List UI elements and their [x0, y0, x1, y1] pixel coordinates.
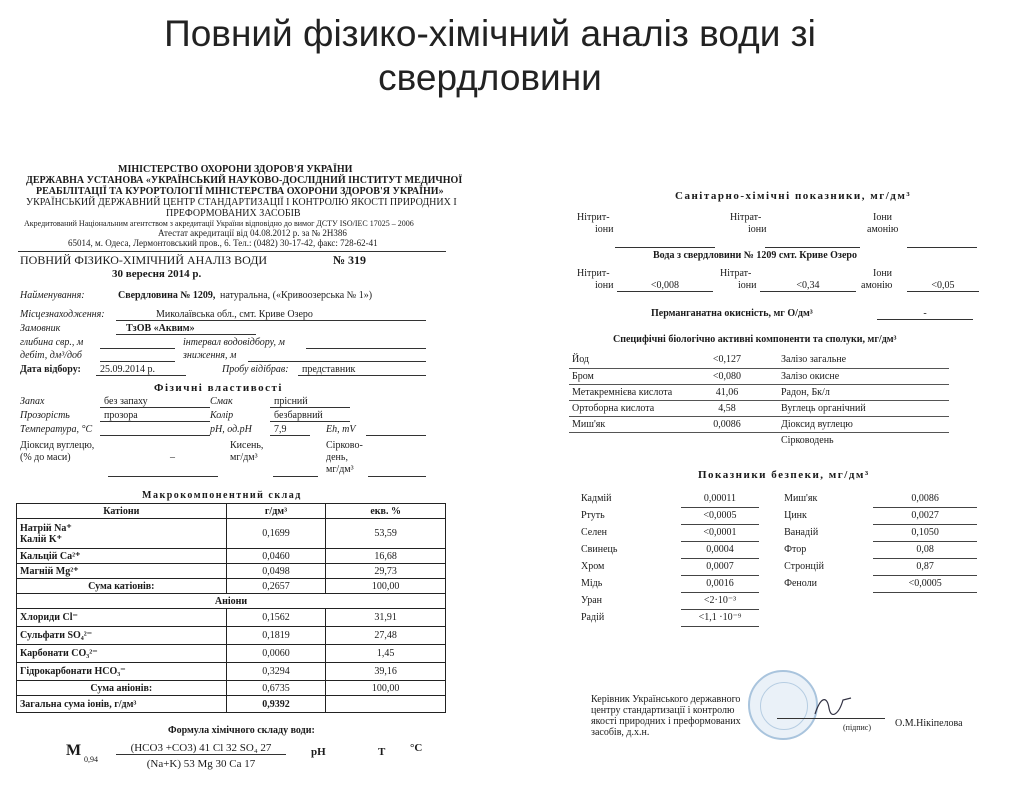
signature-caption: (підпис) [843, 723, 872, 732]
specific-components-table [569, 352, 949, 448]
sanitary-title: Санітарно-хімічні показники, мг/дм³ [675, 190, 912, 202]
anion-name: Сульфати SO₄²⁻ [17, 627, 227, 645]
sample-date-value: 25.09.2014 р. [96, 364, 186, 376]
drop-label: зниження, м [183, 350, 237, 361]
anion-eq: 27,48 [326, 627, 446, 645]
h2s-label-2: день, [326, 452, 348, 463]
table-row [569, 432, 949, 448]
table-row [17, 681, 446, 696]
spacer [759, 541, 780, 558]
component-value: 0,0086 [687, 416, 767, 432]
anion-sum-label: Сума аніонів: [17, 681, 227, 696]
total-ions-label: Загальна сума іонів, г/дм³ [17, 696, 227, 713]
interval-label: інтервал водовідбору, м [183, 337, 285, 348]
signature-line [777, 718, 885, 719]
name-extra: натуральна, («Кривоозерська № 1») [220, 290, 373, 301]
ammonium-label-1: Іони [873, 212, 893, 223]
spacer [780, 609, 873, 626]
formula-ph: pH [311, 746, 326, 758]
cation-eq: 29,73 [326, 564, 446, 579]
document-title: ПОВНИЙ ФІЗИКО-ХІМІЧНИЙ АНАЛІЗ ВОДИ [20, 253, 268, 267]
anion-eq: 1,45 [326, 645, 446, 663]
temperature-label: Температура, °C [20, 424, 93, 435]
spacer [759, 524, 780, 541]
safety-value-b: 0,1050 [873, 524, 977, 541]
analysis-document-page-2 [555, 172, 985, 804]
name-label: Найменування: [20, 290, 85, 301]
nitrate-label-2: іони [748, 224, 767, 235]
smell-value: без запаху [100, 396, 210, 408]
nitrate-value: <0,34 [760, 280, 856, 292]
component-name: Бром [569, 368, 687, 384]
safety-value: 0,00011 [681, 490, 760, 507]
component-name-b: Радон, Бк/л [767, 384, 949, 400]
certificate-line: Атестат акредитації від 04.08.2012 р. за № 2Н386 [158, 228, 347, 238]
spacer [873, 609, 977, 626]
cation-g: 0,0498 [226, 564, 326, 579]
signature-org-line-2: центру стандартизації і контролю [591, 705, 735, 716]
document-date: 30 вересня 2014 р. [112, 268, 202, 280]
component-name-b: Діоксид вуглецю [767, 416, 949, 432]
safety-value-b: <0,0005 [873, 575, 977, 592]
sampler-label: Пробу відібрав: [222, 364, 289, 375]
spacer [759, 592, 780, 609]
anion-name: Карбонати CO₃²⁻ [17, 645, 227, 663]
page-title [0, 12, 980, 100]
table-row [569, 384, 949, 400]
nitrite-label-1b: Нітрит- [577, 268, 610, 279]
sampler-value: представник [298, 364, 426, 376]
safety-name-b: Феноли [784, 578, 817, 589]
interval-value-line [306, 348, 426, 349]
signer-name: О.М.Нікіпелова [895, 718, 963, 729]
ammonium-blank-line [907, 247, 977, 248]
co2-value-line [108, 476, 218, 477]
component-name: Ортоборна кислота [569, 400, 687, 416]
table-row [569, 368, 949, 384]
customer-label: Замовник [20, 323, 61, 334]
ph-value: 7,9 [270, 424, 310, 436]
debit-label: дебіт, дм³/доб [20, 350, 82, 361]
institute-line-2: РЕАБІЛІТАЦІЇ ТА КУРОРТОЛОГІЇ МІНІСТЕРСТВА ОХОРОНИ ЗДОРОВ'Я УКРАЇНИ» [36, 186, 444, 197]
taste-label: Смак [210, 396, 233, 407]
total-ions-g: 0,9392 [226, 696, 326, 713]
document-number: № 319 [333, 253, 367, 267]
cation-g: 0,1699 [226, 519, 326, 549]
safety-value-b: 0,0086 [873, 490, 977, 507]
institute-line-1: ДЕРЖАВНА УСТАНОВА «УКРАЇНСЬКИЙ НАУКОВО-ДОСЛІДНИЙ ІНСТИТУТ МЕДИЧНОЇ [26, 175, 463, 186]
spacer [780, 592, 873, 609]
depth-value-line [100, 348, 175, 349]
component-name [569, 432, 687, 448]
safety-name: Кадмій [581, 493, 612, 504]
cation-name: Натрій Na⁺ Калій K⁺ [17, 519, 227, 549]
anion-name: Гідрокарбонати HCO₃⁻ [17, 663, 227, 681]
cation-sum-label: Сума катіонів: [17, 579, 227, 594]
component-name-b: Вуглець органічний [767, 400, 949, 416]
clarity-value: прозора [100, 410, 210, 422]
anion-g: 0,0060 [226, 645, 326, 663]
signature-org-line-1: Керівник Українського державного [591, 694, 741, 705]
nitrate-label-2b: іони [738, 280, 757, 291]
anion-g: 0,1819 [226, 627, 326, 645]
anion-eq: 39,16 [326, 663, 446, 681]
location-label: Місцезнаходження: [20, 309, 105, 320]
signature-mark [813, 694, 853, 718]
cation-name: Кальцій Ca²⁺ [17, 549, 227, 564]
depth-label: глибина свр., м [20, 337, 84, 348]
table-header-row [17, 504, 446, 519]
analysis-document-page-1 [8, 152, 463, 804]
oxygen-label-1: Кисень, [230, 440, 264, 451]
co2-value: – [170, 452, 175, 463]
table-row [569, 352, 949, 368]
address-line: 65014, м. Одеса, Лермонтовський пров., 6. Тел.: (0482) 30-17-42, факс: 728-62-41 [68, 238, 378, 248]
taste-value: прісний [270, 396, 350, 408]
table-row [569, 400, 949, 416]
specific-components-title: Специфічні біологічно активні компоненти та сполуки, мг/дм³ [613, 334, 897, 345]
permanganate-label: Перманганатна окисність, мг O/дм³ [651, 308, 813, 319]
ammonium-value: <0,05 [907, 280, 979, 292]
cation-eq: 53,59 [326, 519, 446, 549]
safety-value: <2·10⁻³ [681, 592, 760, 609]
safety-value: 0,0016 [681, 575, 760, 592]
nitrite-label-2: іони [595, 224, 614, 235]
table-row [17, 627, 446, 645]
safety-value: 0,0004 [681, 541, 760, 558]
eh-value-line [366, 435, 426, 436]
macro-composition-title: Макрокомпонентний склад [142, 490, 302, 501]
table-row [577, 507, 977, 524]
ministry-line: МІНІСТЕРСТВО ОХОРОНИ ЗДОРОВ'Я УКРАЇНИ [118, 164, 353, 175]
component-value: <0,127 [687, 352, 767, 368]
component-value: <0,080 [687, 368, 767, 384]
spacer [759, 575, 780, 592]
drop-value-line [248, 361, 426, 362]
safety-value: <0,0001 [681, 524, 760, 541]
table-row [17, 519, 446, 549]
table-row [569, 416, 949, 432]
formula-m: M [66, 742, 82, 759]
table-row [577, 592, 977, 609]
safety-name: Ртуть [581, 510, 605, 521]
anion-sum-eq: 100,00 [326, 681, 446, 696]
page-title-line-2: свердловини [378, 57, 602, 98]
nitrate-blank-line [765, 247, 860, 248]
physical-properties-title: Фізичні властивості [154, 382, 283, 394]
cation-sum-g: 0,2657 [226, 579, 326, 594]
spacer [759, 558, 780, 575]
co2-label-2: (% до маси) [20, 452, 71, 463]
cation-name: Магній Mg²⁺ [17, 564, 227, 579]
table-row [17, 564, 446, 579]
cation-g: 0,0460 [226, 549, 326, 564]
oxygen-value-line [273, 476, 318, 477]
spacer [759, 507, 780, 524]
table-row [577, 490, 977, 507]
header-eq-percent: екв. % [326, 504, 446, 519]
total-ions-empty [326, 696, 446, 713]
safety-name: Уран [581, 595, 602, 606]
customer-value: ТзОВ «Аквим» [116, 323, 256, 335]
safety-value-b: 0,0027 [873, 507, 977, 524]
location-value: Миколаївська обл., смт. Криве Озеро [116, 309, 426, 321]
ammonium-label-2: амонію [867, 224, 899, 235]
signature-org-line-3: якості природних і преформованих [591, 716, 741, 727]
component-name: Миш'як [569, 416, 687, 432]
safety-name-b: Ванадій [784, 527, 819, 538]
smell-label: Запах [20, 396, 45, 407]
table-row [17, 549, 446, 564]
well-title: Вода з свердловини № 1209 смт. Криве Озеро [653, 250, 857, 261]
formula-degc: °C [410, 742, 423, 754]
table-row [577, 609, 977, 626]
macro-composition-table [16, 503, 446, 713]
anion-header-row [17, 594, 446, 609]
component-name: Метакремнієва кислота [569, 384, 687, 400]
oxygen-label-2: мг/дм³ [230, 452, 258, 463]
nitrate-label-1: Нітрат- [730, 212, 762, 223]
nitrite-value: <0,008 [617, 280, 713, 292]
anion-name: Хлориди Cl⁻ [17, 609, 227, 627]
safety-value-b: 0,08 [873, 541, 977, 558]
anion-g: 0,1562 [226, 609, 326, 627]
table-row [577, 541, 977, 558]
safety-value: <0,0005 [681, 507, 760, 524]
sample-date-label: Дата відбору: [20, 364, 81, 375]
table-row [17, 645, 446, 663]
center-line-2: ПРЕФОРМОВАНИХ ЗАСОБІВ [166, 208, 301, 219]
table-row [577, 558, 977, 575]
clarity-label: Прозорість [20, 410, 70, 421]
cation-eq: 16,68 [326, 549, 446, 564]
signature-org-line-4: засобів, д.х.н. [591, 727, 650, 738]
table-row [577, 575, 977, 592]
formula-numerator: (HCO3 +CO3) 41 Cl 32 SO₄ 27 [116, 742, 286, 755]
eh-label: Eh, mV [326, 424, 356, 435]
header-g-dm3: г/дм³ [226, 504, 326, 519]
safety-title: Показники безпеки, мг/дм³ [698, 469, 870, 481]
page-title-line-1: Повний фізико-хімічний аналіз води зі [164, 13, 816, 54]
debit-value-line [100, 361, 175, 362]
formula-t: T [378, 746, 386, 758]
name-value: Свердловина № 1209, [118, 290, 216, 301]
component-name: Йод [569, 352, 687, 368]
safety-name: Мідь [581, 578, 603, 589]
ph-label: pH, од.pH [210, 424, 252, 435]
spacer [759, 490, 780, 507]
nitrite-label-2b: іони [595, 280, 614, 291]
center-line-1: УКРАЇНСЬКИЙ ДЕРЖАВНИЙ ЦЕНТР СТАНДАРТИЗАЦІЇ І КОНТРОЛЮ ЯКОСТІ ПРИРОДНИХ І [26, 197, 457, 208]
table-row [577, 524, 977, 541]
table-row [17, 696, 446, 713]
safety-name: Селен [581, 527, 608, 538]
safety-name: Хром [581, 561, 605, 572]
component-name-b: Залізо окисне [767, 368, 949, 384]
color-value: безбарвний [270, 410, 350, 422]
official-stamp [748, 670, 818, 740]
ammonium-label-2b: амонію [861, 280, 893, 291]
h2s-label-1: Сірково- [326, 440, 363, 451]
cation-sum-eq: 100,00 [326, 579, 446, 594]
permanganate-value: - [877, 308, 973, 320]
anion-sum-g: 0,6735 [226, 681, 326, 696]
formula-denominator: (Na+K) 53 Mg 30 Ca 17 [146, 758, 256, 770]
safety-value: 0,0007 [681, 558, 760, 575]
safety-value: <1,1 ·10⁻⁹ [681, 609, 760, 626]
accreditation-line: Акредитований Національним агентством з акредитації України відповідно до вимог ДСТУ ISO/IEC 17025 – 2006 [24, 219, 414, 228]
color-label: Колір [210, 410, 234, 421]
anion-eq: 31,91 [326, 609, 446, 627]
temperature-value-line [100, 435, 210, 436]
h2s-label-3: мг/дм³ [326, 464, 354, 475]
component-name-b: Сірководень [781, 434, 834, 446]
formula-m-subscript: 0,94 [84, 755, 98, 764]
safety-name-b: Фтор [784, 544, 807, 555]
component-value: 41,06 [687, 384, 767, 400]
safety-value-b: 0,87 [873, 558, 977, 575]
table-row [17, 609, 446, 627]
ammonium-label-1b: Іони [873, 268, 893, 279]
formula-title: Формула хімічного складу води: [168, 725, 315, 736]
safety-name-b: Миш'як [784, 493, 818, 504]
component-value: 4,58 [687, 400, 767, 416]
co2-label-1: Діоксид вуглецю, [20, 440, 95, 451]
header-cations: Катіони [17, 504, 227, 519]
header-divider [18, 251, 446, 252]
component-name-b: Залізо загальне [767, 352, 949, 368]
anion-g: 0,3294 [226, 663, 326, 681]
nitrite-blank-line [615, 247, 715, 248]
spacer [873, 592, 977, 609]
table-row [17, 663, 446, 681]
safety-name: Свинець [581, 544, 618, 555]
anion-header: Аніони [17, 594, 446, 609]
table-row [17, 579, 446, 594]
h2s-value-line [368, 476, 426, 477]
component-value [687, 432, 767, 448]
safety-table [577, 490, 977, 627]
safety-name-b: Стронцій [784, 561, 824, 572]
nitrite-label-1: Нітрит- [577, 212, 610, 223]
nitrate-label-1b: Нітрат- [720, 268, 752, 279]
safety-name-b: Цинк [784, 510, 807, 521]
spacer [759, 609, 780, 626]
safety-name: Радій [581, 612, 605, 623]
